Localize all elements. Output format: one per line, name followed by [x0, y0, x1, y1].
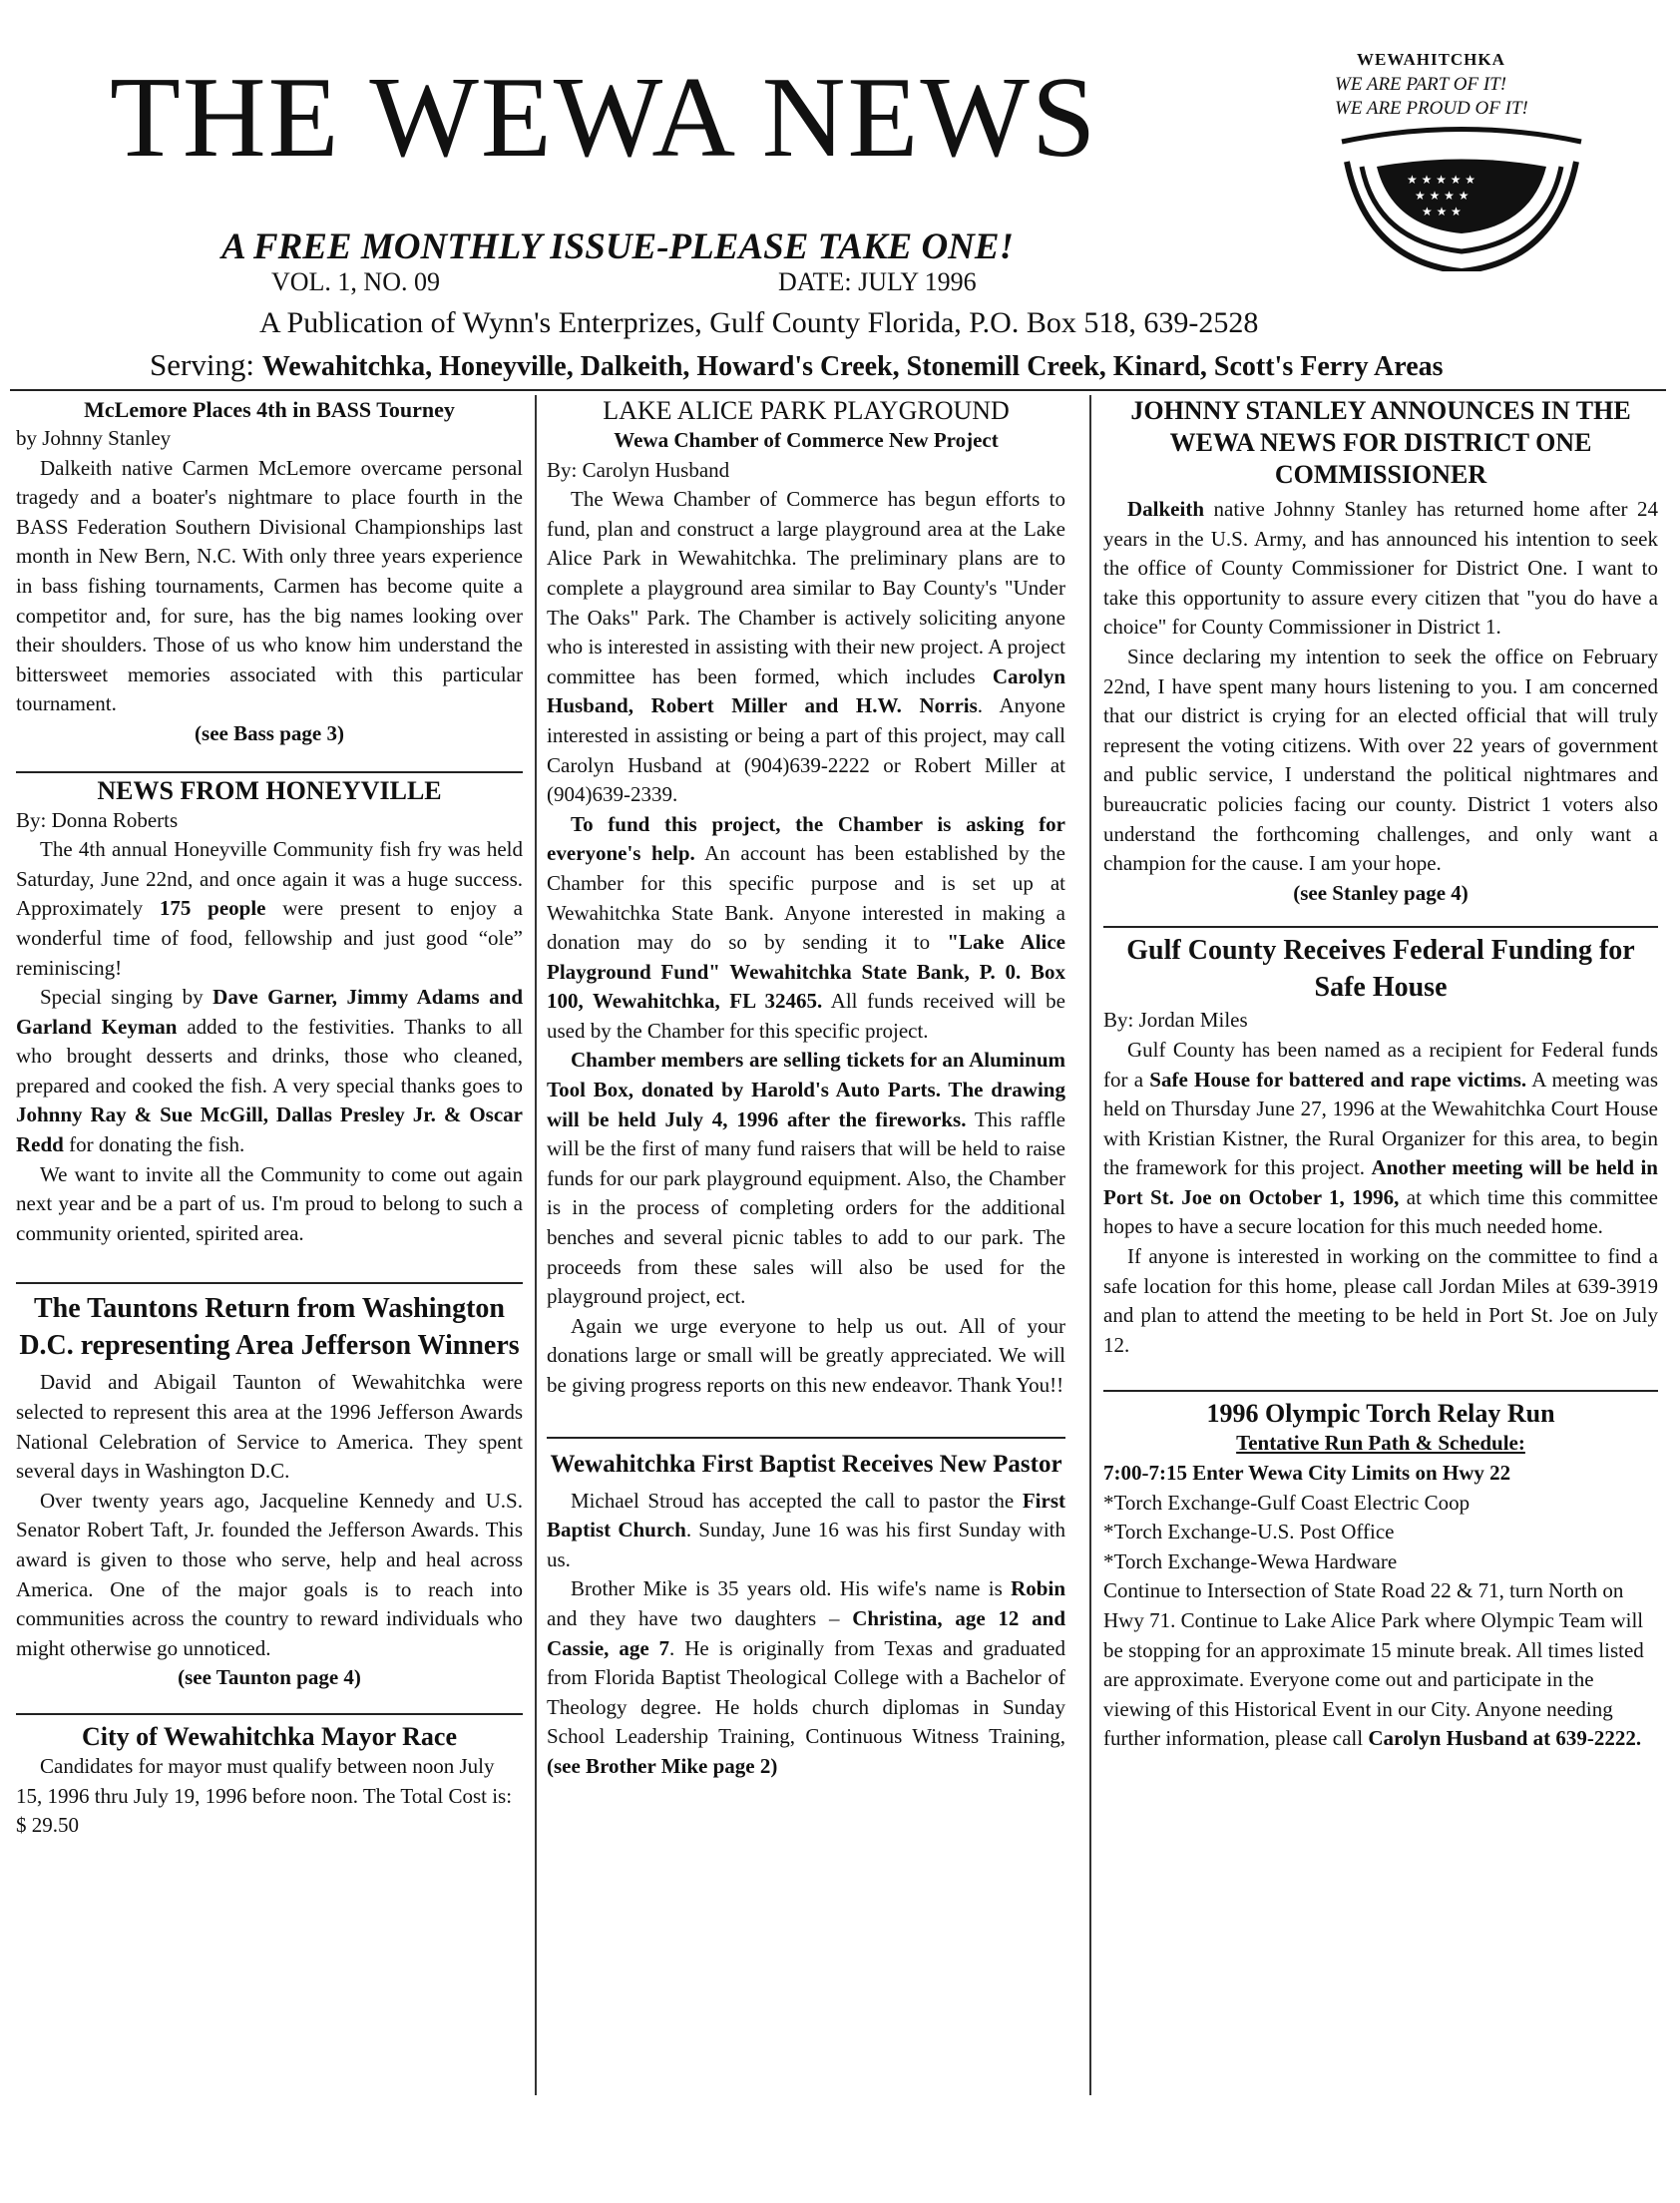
article-honeyville [16, 775, 523, 1249]
divider [16, 771, 523, 773]
body-bass: Dalkeith native Carmen McLemore overcame personal tragedy and a boater's nightmare to place fourth in the BASS Federation Southern Divisional Championships last month in New Bern, N.C. With only three years experience in bass fishing tournaments, Carmen has become quite a competitor and, for sure, has the big names looking over their shoulders. Those of us who know him understand the bittersweet memories associated with this particular tournament. [16, 455, 523, 716]
masthead-title: THE WEWA NEWS [110, 54, 1098, 182]
body-lake-1: The Wewa Chamber of Commerce has begun efforts to fund, plan and construct a large playground area at the Lake Alice Park in Wewahitchka. The preliminary plans are to complete a playground area similar to Bay County's "Under The Oaks" Park. The Chamber is actively soliciting anyone who is interested in assisting with their new project. A project committee has been formed, which includes Carolyn Husband, Robert Miller and H.W. Norris. Anyone interested in assisting or being a part of this project, may call Carolyn Husband at (904)639-2222 or Robert Miller at (904)639-2339. [547, 487, 1066, 807]
body-tauntons-1: David and Abigail Taunton of Wewahitchka were selected to represent this area at the 1996 Jefferson Awards National Celebration of Service to America. They spent several days in Washington D.C. [16, 1370, 523, 1484]
headline-baptist: Wewahitchka First Baptist Receives New Pastor [550, 1450, 1062, 1478]
divider [547, 1437, 1065, 1439]
body-baptist-1: Michael Stroud has accepted the call to pastor the First Baptist Church. Sunday, June 16 was his first Sunday with us. [547, 1488, 1065, 1571]
subhead-lake-alice: Wewa Chamber of Commerce New Project [614, 428, 999, 452]
see-stanley: (see Stanley page 4) [1293, 880, 1469, 905]
divider [16, 1713, 523, 1715]
svg-text:★ ★ ★: ★ ★ ★ [1422, 205, 1462, 219]
svg-text:★ ★ ★ ★ ★: ★ ★ ★ ★ ★ [1407, 173, 1476, 187]
byline-honeyville: By: Donna Roberts [16, 807, 179, 832]
body-baptist-2: Brother Mike is 35 years old. His wife's name is Robin and they have two daughters – Christina, age 12 and Cassie, age 7. He is originally from Texas and graduated from Florida Baptist Theological College with a Bachelor of Theology degree. He holds church diplomas in Sunday School Leadership Training, Continuous Witness Training, (see Brother Mike page 2) [547, 1576, 1066, 1778]
body-tauntons-2: Over twenty years ago, Jacqueline Kennedy and U.S. Senator Robert Taft, Jr. founded the Jefferson Awards. This award is given to those who serve, help and heal across America. One of the major goals is to reach into communities across the country to reward individuals who might otherwise go unnoticed. [16, 1488, 523, 1660]
badge-line-2: WE ARE PART OF IT! [1335, 74, 1507, 95]
tagline: A FREE MONTHLY ISSUE-PLEASE TAKE ONE! [221, 226, 1014, 267]
headline-bass: McLemore Places 4th in BASS Tourney [84, 397, 455, 422]
body-stanley-1: Dalkeith native Johnny Stanley has returned home after 24 years in the U.S. Army, and has announced his intention to seek the office of County Commissioner for District One. I want to take this opportunity to assure every citizen that "you do have a choice" for County Commissioner in District 1. [1103, 497, 1658, 640]
article-torch-relay [1103, 1398, 1658, 1754]
issue-date: DATE: JULY 1996 [778, 267, 977, 296]
article-baptist [547, 1447, 1065, 1782]
divider [1103, 1390, 1658, 1392]
body-honeyville-3: We want to invite all the Community to come out again next year and be a part of us. I'm proud to belong to such a community oriented, spirited area. [16, 1161, 523, 1245]
body-safe-house-2: If anyone is interested in working on the committee to find a safe location for this home, please call Jordan Miles at 639-3919 and plan to attend the meeting to be held in Port St. Joe on July 12. [1103, 1244, 1658, 1357]
body-lake-3: Chamber members are selling tickets for an Aluminum Tool Box, donated by Harold's Auto Parts. The drawing will be held July 4, 1996 after the fireworks. This raffle will be the first of many fund raisers that will be held to raise funds for our park playground equipment. Also, the Chamber is in the process of completing orders for the additional benches and several picnic tables to add to our park. The proceeds from these sales will also be used for the playground project, ect. [547, 1048, 1066, 1309]
article-safe-house [1103, 932, 1658, 1360]
article-mayor [16, 1721, 523, 1841]
svg-text:★ ★ ★ ★: ★ ★ ★ ★ [1415, 189, 1470, 203]
byline-safe-house: By: Jordan Miles [1103, 1008, 1248, 1033]
column-1 [16, 395, 523, 1841]
column-3 [1103, 395, 1658, 1754]
article-bass [16, 395, 523, 749]
badge-line-1: WEWAHITCHKA [1357, 50, 1505, 69]
subhead-torch-relay: Tentative Run Path & Schedule: [1236, 1431, 1525, 1456]
column-rule-2 [1089, 395, 1091, 2095]
publication-info: A Publication of Wynn's Enterprizes, Gulf County Florida, P.O. Box 518, 639-2528 [259, 306, 1259, 339]
body-honeyville-1: The 4th annual Honeyville Community fish fry was held Saturday, June 22nd, and once again it was a huge success. Approximately 175 people were present to enjoy a wonderful time of food, fellowship and just good “ole” reminiscing! [16, 837, 523, 980]
headline-safe-house: Gulf County Receives Federal Funding for Safe House [1126, 935, 1635, 1004]
headline-honeyville: NEWS FROM HONEYVILLE [97, 775, 442, 805]
see-bass: (see Bass page 3) [195, 720, 344, 745]
schedule-line-1: 7:00-7:15 Enter Wewa City Limits on Hwy 22 [1103, 1461, 1511, 1486]
serving-label: Serving: [150, 347, 255, 382]
divider [16, 1282, 523, 1284]
schedule-line-3: *Torch Exchange-U.S. Post Office [1103, 1520, 1395, 1544]
see-taunton: (see Taunton page 4) [178, 1665, 361, 1690]
body-honeyville-2: Special singing by Dave Garner, Jimmy Adams and Garland Keyman added to the festivities. Thanks to all who brought desserts and drinks, those who cleaned, prepared and cooked the fish. A very special thanks goes to Johnny Ray & Sue McGill, Dallas Presley Jr. & Oscar Redd for donating the fish. [16, 985, 523, 1157]
body-torch-relay: Continue to Intersection of State Road 22 & 71, turn North on Hwy 71. Continue to Lake Alice Park where Olympic Team will be stopping for an approximate 15 minute break. All times listed are approximate. Everyone come out and participate in the viewing of this Historical Event in our City. Anyone needing further information, please call Carolyn Husband at 639-2222. [1103, 1578, 1644, 1751]
article-lake-alice [547, 395, 1065, 1401]
article-tauntons [16, 1290, 523, 1693]
article-stanley [1103, 395, 1658, 908]
body-mayor: Candidates for mayor must qualify between noon July 15, 1996 thru July 19, 1996 before noon. The Total Cost is: $ 29.50 [16, 1753, 513, 1838]
body-lake-4: Again we urge everyone to help us out. All of your donations large or small will be greatly appreciated. We will be giving progress reports on this new endeavor. Thank You!! [547, 1313, 1065, 1397]
byline-lake-alice: By: Carolyn Husband [547, 457, 730, 482]
serving-line [150, 347, 1444, 383]
flag-shield-icon [1337, 122, 1586, 271]
volume-number: VOL. 1, NO. 09 [271, 267, 440, 296]
badge-line-3: WE ARE PROUD OF IT! [1335, 98, 1528, 119]
schedule-line-4: *Torch Exchange-Wewa Hardware [1103, 1548, 1398, 1573]
divider [1103, 926, 1658, 928]
schedule-line-2: *Torch Exchange-Gulf Coast Electric Coop [1103, 1490, 1470, 1515]
wewahitchka-badge [1317, 50, 1606, 279]
serving-areas: Wewahitchka, Honeyville, Dalkeith, Howard's Creek, Stonemill Creek, Kinard, Scott's Ferry Areas [261, 351, 1444, 382]
masthead-rule [10, 389, 1666, 391]
body-safe-house-1: Gulf County has been named as a recipient for Federal funds for a Safe House for battered and rape victims. A meeting was held on Thursday June 27, 1996 at the Wewahitchka Court House with Kristian Kistner, the Rural Organizer for this area, to begin the framework for this project. Another meeting will be held in Port St. Joe on October 1, 1996, at which time this committee hopes to have a secure location for this much needed home. [1103, 1037, 1658, 1239]
byline-bass: by Johnny Stanley [16, 426, 172, 450]
body-lake-2: To fund this project, the Chamber is asking for everyone's help. An account has been established by the Chamber for this specific purpose and is set up at Wewahitchka State Bank. Anyone interested in making a donation may do so by sending it to "Lake Alice Playground Fund" Wewahitchka State Bank, P. 0. Box 100, Wewahitchka, FL 32465. All funds received will be used by the Chamber for this specific project. [547, 811, 1066, 1043]
headline-mayor: City of Wewahitchka Mayor Race [82, 1721, 457, 1751]
column-rule-1 [535, 395, 537, 2095]
headline-stanley: JOHNNY STANLEY ANNOUNCES IN THE WEWA NEWS FOR DISTRICT ONE COMMISSIONER [1130, 396, 1631, 489]
headline-lake-alice: LAKE ALICE PARK PLAYGROUND [603, 396, 1010, 425]
headline-tauntons: The Tauntons Return from Washington D.C. representing Area Jefferson Winners [19, 1293, 520, 1362]
headline-torch-relay: 1996 Olympic Torch Relay Run [1206, 1399, 1555, 1429]
body-stanley-2: Since declaring my intention to seek the office on February 22nd, I have spent many hours listening to you. I am concerned that our district is crying for an elected official that will truly represent the voting citizens. With over 22 years of government and public service, I understand the political nightmares and bureaucratic policies facing our county. District 1 voters also understand the forthcoming challenges, and only want a champion for the cause. I am your hope. [1103, 644, 1658, 876]
column-2 [547, 395, 1065, 1782]
